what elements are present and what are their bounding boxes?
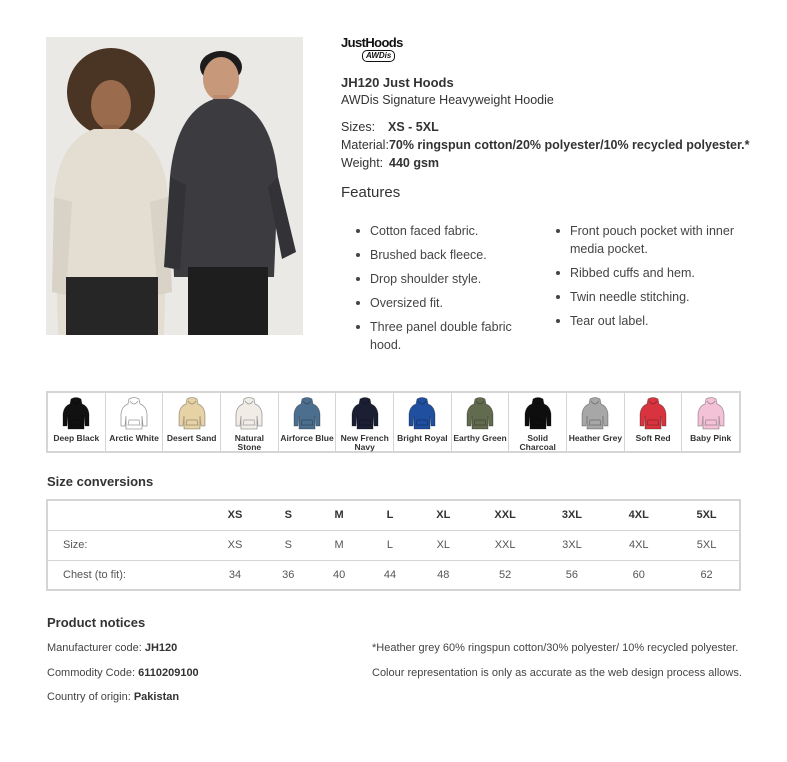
country-of-origin <box>47 691 179 703</box>
hoodie-icon <box>466 396 494 430</box>
feature-item: Three panel double fabric hood. <box>356 318 526 354</box>
colour-swatch-label: Earthy Green <box>453 433 507 443</box>
colour-swatch[interactable] <box>48 393 106 451</box>
table-cell: 48 <box>437 568 450 581</box>
table-cell: 5XL <box>674 530 740 560</box>
hoodie-icon <box>62 396 90 430</box>
colour-swatch[interactable] <box>106 393 164 451</box>
table-row <box>47 530 740 560</box>
spec-material-label: Material: <box>341 138 389 152</box>
hoodie-icon <box>697 396 725 430</box>
table-cell: 52 <box>498 568 512 581</box>
colour-swatch-label: Deep Black <box>53 433 100 443</box>
spec-sizes-label: Sizes: <box>341 120 376 134</box>
colour-swatch-label: Baby Pink <box>690 433 732 443</box>
features-list-left <box>356 222 526 360</box>
colour-swatch[interactable] <box>567 393 625 451</box>
spec-weight <box>341 156 439 170</box>
hoodie-icon <box>408 396 436 430</box>
country-of-origin-label: Country of origin: <box>47 691 131 703</box>
size-header: XXL <box>470 500 541 530</box>
row-label: Chest (to fit): <box>63 568 126 581</box>
colour-swatch-label: Arctic White <box>109 433 159 443</box>
table-cell: XL <box>417 530 470 560</box>
colour-swatch[interactable] <box>509 393 567 451</box>
colour-swatch[interactable] <box>682 393 739 451</box>
spec-sizes-value: XS - 5XL <box>388 120 439 134</box>
manufacturer-code-label: Manufacturer code: <box>47 642 142 654</box>
product-photo <box>46 37 303 335</box>
hoodie-icon <box>178 396 206 430</box>
feature-item: Ribbed cuffs and hem. <box>556 264 746 282</box>
feature-item: Twin needle stitching. <box>556 288 746 306</box>
size-conversions-title: Size conversions <box>47 474 154 489</box>
feature-item: Drop shoulder style. <box>356 270 526 288</box>
brand-name: JustHoods <box>341 35 403 50</box>
feature-item: Front pouch pocket with inner media pocket. <box>556 222 746 258</box>
colour-swatch-label: New French Navy <box>340 433 389 452</box>
row-label: Size: <box>47 530 209 560</box>
hoodie-icon <box>120 396 148 430</box>
table-cell: M <box>315 530 363 560</box>
heather-grey-note: *Heather grey 60% ringspun cotton/30% polyester/ 10% recycled polyester. <box>372 642 739 654</box>
feature-item: Oversized fit. <box>356 294 526 312</box>
colour-swatches <box>46 391 741 453</box>
colour-swatch-label: Natural Stone <box>234 433 264 452</box>
colour-swatch-label: Heather Grey <box>568 433 623 443</box>
spec-weight-value: 440 gsm <box>389 156 440 170</box>
country-of-origin-value: Pakistan <box>133 691 180 703</box>
commodity-code-value: 6110209100 <box>138 667 199 679</box>
product-notices-title: Product notices <box>47 615 146 630</box>
colour-swatch-label: Solid Charcoal <box>519 433 556 452</box>
colour-swatch-label: Desert Sand <box>166 433 217 443</box>
table-cell: 34 <box>228 568 242 581</box>
table-row <box>47 560 740 590</box>
table-cell: S <box>261 530 315 560</box>
size-header: S <box>261 500 315 530</box>
hoodie-icon <box>639 396 667 430</box>
spec-sizes <box>341 120 439 134</box>
manufacturer-code <box>47 642 177 654</box>
table-cell: 3XL <box>541 530 604 560</box>
size-header: 3XL <box>541 500 604 530</box>
table-cell: 56 <box>565 568 579 581</box>
manufacturer-code-value: JH120 <box>144 642 178 654</box>
commodity-code <box>47 667 199 679</box>
colour-swatch-label: Bright Royal <box>397 433 448 443</box>
size-header: XS <box>209 500 262 530</box>
colour-swatch[interactable] <box>625 393 683 451</box>
colour-disclaimer: Colour representation is only as accurate as the web design process allows. <box>372 667 742 679</box>
brand-logo <box>341 35 431 65</box>
colour-swatch[interactable] <box>336 393 394 451</box>
table-cell: 40 <box>333 568 346 581</box>
hoodie-icon <box>235 396 263 430</box>
table-cell: 62 <box>700 568 713 581</box>
table-cell: 44 <box>383 568 397 581</box>
product-code-title: JH120 Just Hoods <box>341 75 454 90</box>
size-header-row <box>47 500 740 530</box>
colour-swatch[interactable] <box>221 393 279 451</box>
features-title: Features <box>341 184 401 201</box>
feature-item: Tear out label. <box>556 312 746 330</box>
size-header: L <box>363 500 417 530</box>
hoodie-icon <box>581 396 609 430</box>
colour-swatch-label: Airforce Blue <box>280 433 334 443</box>
spec-material-value: 70% ringspun cotton/20% polyester/10% recycled polyester.* <box>388 138 750 152</box>
spec-material <box>341 138 750 152</box>
colour-swatch-label: Soft Red <box>635 433 671 443</box>
colour-swatch[interactable] <box>394 393 452 451</box>
table-cell: XS <box>209 530 262 560</box>
header-corner <box>47 500 209 530</box>
brand-sub-logo: AWDis <box>362 50 395 62</box>
product-name: AWDis Signature Heavyweight Hoodie <box>341 93 554 107</box>
hoodie-icon <box>293 396 321 430</box>
hoodie-icon <box>351 396 379 430</box>
table-cell: 36 <box>282 568 295 581</box>
spec-weight-label: Weight: <box>341 156 384 170</box>
table-cell: 4XL <box>603 530 674 560</box>
features-list-right <box>556 222 746 336</box>
colour-swatch[interactable] <box>452 393 510 451</box>
models-illustration <box>46 37 303 335</box>
table-cell: L <box>363 530 417 560</box>
colour-swatch[interactable] <box>279 393 337 451</box>
table-cell: XXL <box>470 530 541 560</box>
hoodie-icon <box>524 396 552 430</box>
size-header: XL <box>417 500 470 530</box>
size-header: M <box>315 500 363 530</box>
commodity-code-label: Commodity Code: <box>47 667 136 679</box>
table-cell: 60 <box>632 568 645 581</box>
size-header: 5XL <box>674 500 740 530</box>
colour-swatch[interactable] <box>163 393 221 451</box>
size-conversion-table <box>46 499 741 591</box>
size-header: 4XL <box>603 500 674 530</box>
feature-item: Cotton faced fabric. <box>356 222 526 240</box>
feature-item: Brushed back fleece. <box>356 246 526 264</box>
